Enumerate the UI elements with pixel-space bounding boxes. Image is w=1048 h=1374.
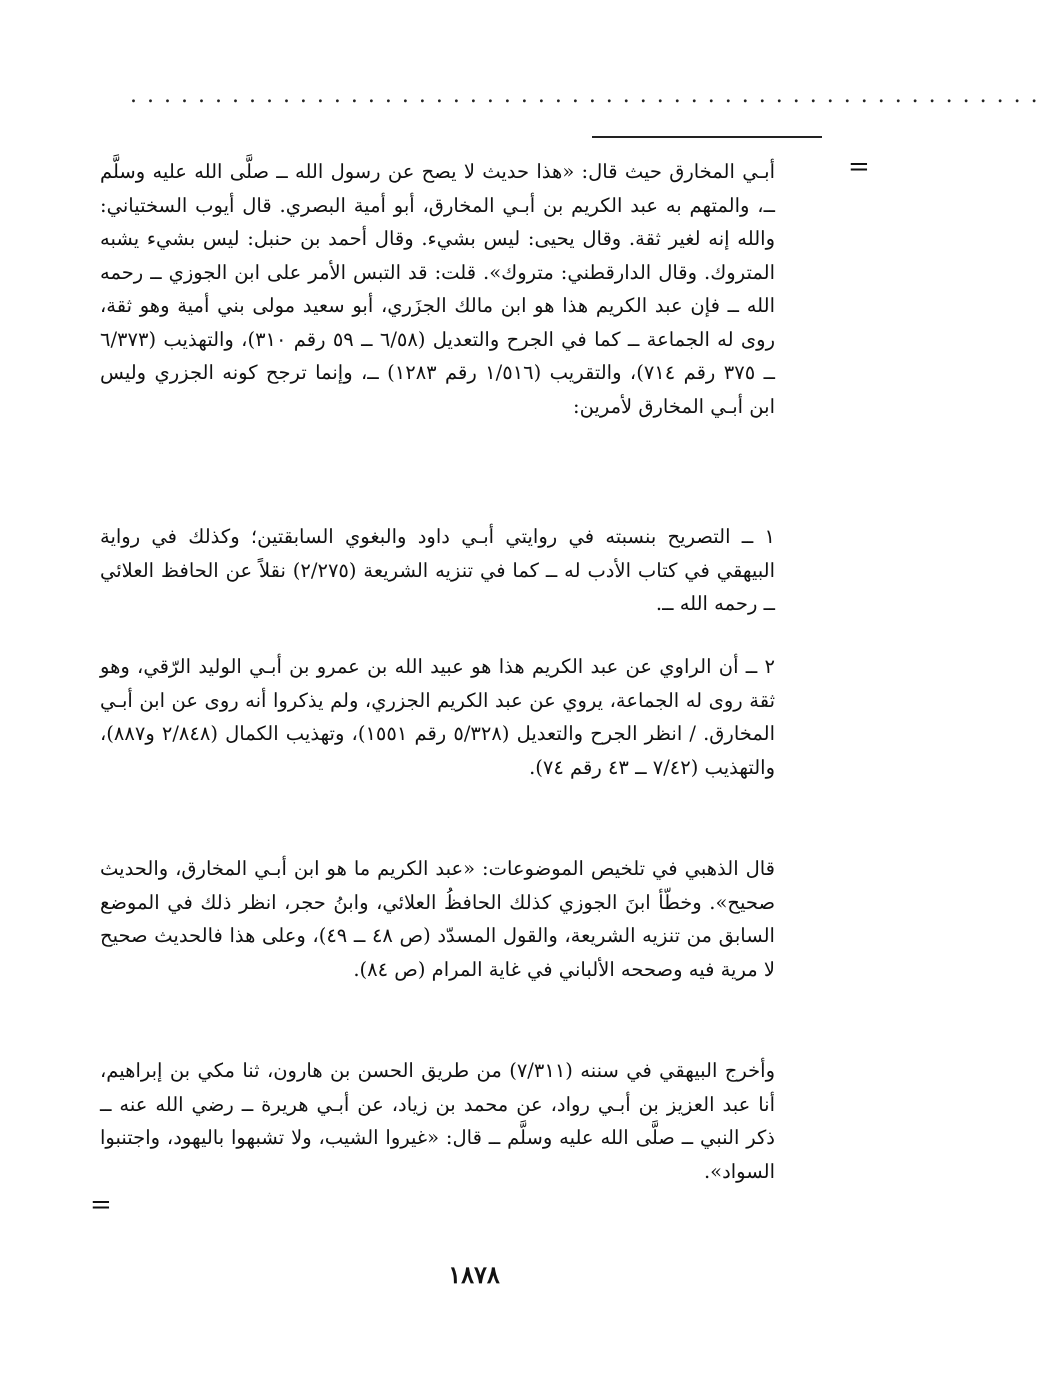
footnote-paragraph-5: [100, 1054, 775, 1188]
continuation-mark-top: =: [848, 152, 870, 182]
footnote-paragraph-4: [100, 852, 775, 986]
paragraph-text: أبـي المخارق حيث قال: «هذا حديث لا يصح عن رسول الله ــ صلَّى الله عليه وسلَّم ــ، والمتهم به عبد الكريم بن أبـي المخارق، أبو أمية البصري. قال أيوب السختياني: والله إنه لغير ثقة. وقال يحيى: ليس بشيء. وقال أحمد بن حنبل: ليس بشيء يشبه المتروك. وقال الدارقطني: متروك». قلت: قد التبس الأمر على ابن الجوزي ــ رحمه الله ــ فإن عبد الكريم هذا هو ابن مالك الجزَري، أبو سعيد مولى بني أمية وهو ثقة، روى له الجماعة ــ كما في الجرح والتعديل (٦/٥٨ ــ ٥٩ رقم ٣١٠)، والتهذيب (٦/٣٧٣ ــ ٣٧٥ رقم ٧١٤)، والتقريب (١/٥١٦ رقم ١٢٨٣) ــ، وإنما ترجح كونه الجزري وليس ابن أبـي المخارق لأمرين:: [100, 160, 775, 418]
footnote-separator-rule: [592, 136, 822, 138]
footnote-paragraph-1: [100, 155, 775, 423]
paragraph-text: وأخرج البيهقي في سننه (٧/٣١١) من طريق الحسن بن هارون، ثنا مكي بن إبراهيم، أنا عبد العزيز بن أبـي رواد، عن محمد بن زياد، عن أبـي هريرة ــ رضي الله عنه ــ ذكر النبي ــ صلَّى الله عليه وسلَّم ــ قال: «غيروا الشيب، ولا تشبهوا باليهود، واجتنبوا السواد».: [100, 1059, 776, 1183]
paragraph-text: ٢ ــ أن الراوي عن عبد الكريم هذا هو عبيد الله بن عمرو بن أبـي الوليد الرّقي، وهو ثقة روى له الجماعة، يروي عن عبد الكريم الجزري، ولم يذكروا أنه روى عن ابن أبـي المخارق. / انظر الجرح والتعديل (٥/٣٢٨ رقم ١٥٥١)، وتهذيب الكمال (٢/٨٤٨ و٨٨٧)، والتهذيب (٧/٤٢ ــ ٤٣ رقم ٧٤).: [100, 655, 775, 779]
footnote-paragraph-3: [100, 650, 775, 784]
header-dotted-line: ......................................................: [130, 83, 1048, 108]
page-number: ١٨٧٨: [448, 1260, 500, 1289]
footnote-paragraph-2: [100, 520, 775, 621]
continuation-mark-bottom: =: [90, 1190, 112, 1220]
paragraph-text: ١ ــ التصريح بنسبته في روايتي أبـي داود والبغوي السابقتين؛ وكذلك في رواية البيهقي في كتاب الأدب له ــ كما في تنزيه الشريعة (٢/٢٧٥) نقلاً عن الحافظ العلائي ــ رحمه الله ــ.: [100, 525, 775, 615]
paragraph-text: قال الذهبي في تلخيص الموضوعات: «عبد الكريم ما هو ابن أبـي المخارق، والحديث صحيح». وخطّأ ابنَ الجوزي كذلك الحافظُ العلائي، وابنُ حجر، انظر ذلك في الموضع السابق من تنزيه الشريعة، والقول المسدّد (ص ٤٨ ــ ٤٩)، وعلى هذا فالحديث صحيح لا مرية فيه وصححه الألباني في غاية المرام (ص ٨٤).: [100, 857, 775, 981]
